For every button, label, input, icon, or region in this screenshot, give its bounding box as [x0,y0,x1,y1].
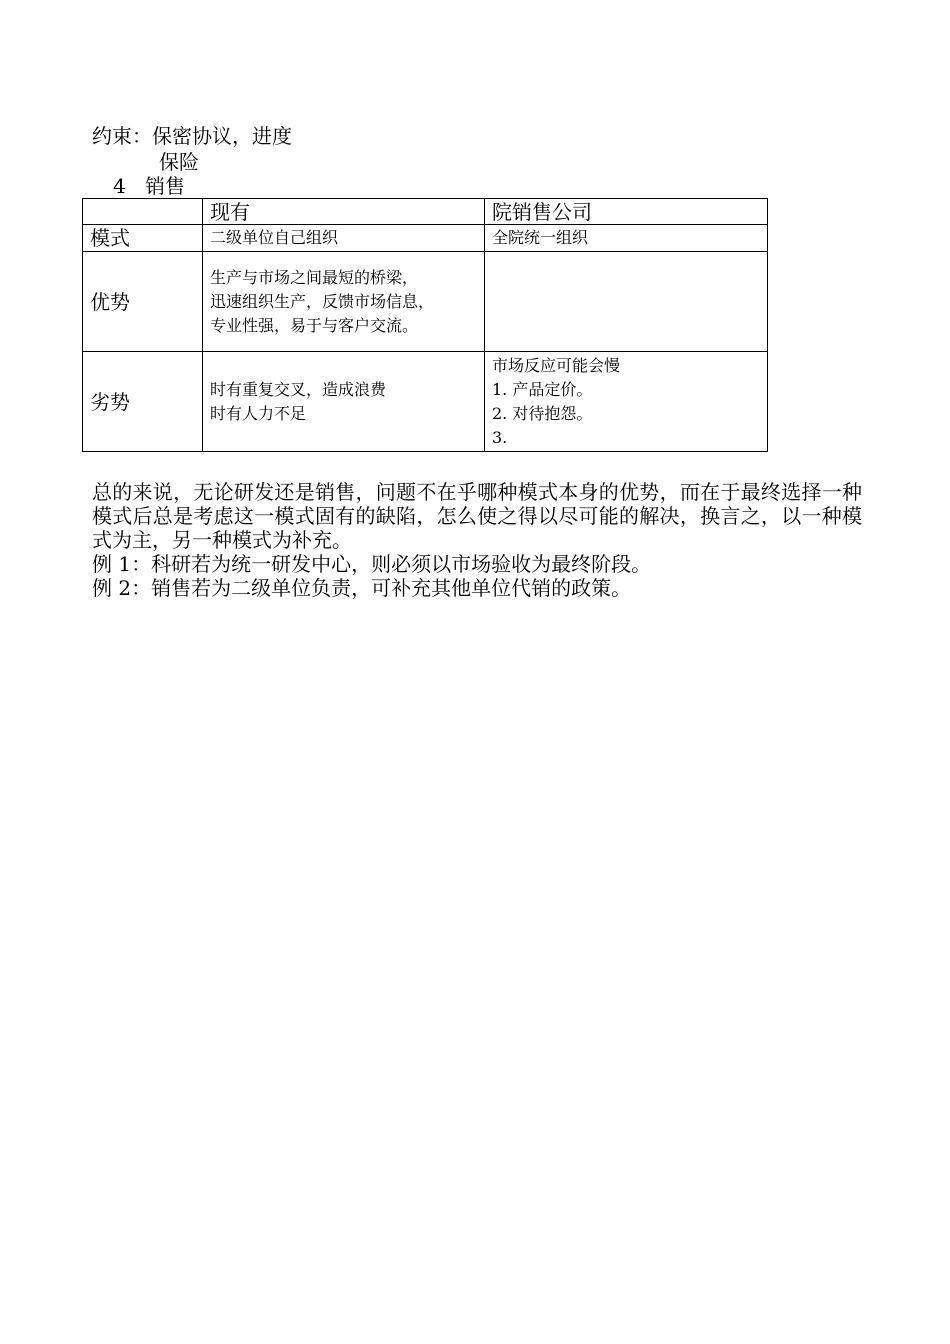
disadvantage-current [203,352,485,452]
advantage-current-line: 专业性强，易于与客户交流。 [210,315,419,335]
advantage-label: 优势 [83,252,203,352]
disadvantage-label: 劣势 [83,352,203,452]
mode-current: 二级单位自己组织 [203,225,485,252]
header-company: 院销售公司 [485,199,768,225]
constraint-continuation: 保险 [159,150,199,174]
disadvantage-company-line: 2. 对待抱怨。 [492,403,593,423]
table-row-mode [83,225,768,252]
disadvantage-company-line: 1. 产品定价。 [492,379,593,399]
table-row-disadvantage [83,352,768,452]
summary-section [92,480,862,600]
summary-paragraph: 总的来说，无论研发还是销售，问题不在乎哪种模式本身的优势，而在于最终选择一种模式后总是考虑这一模式固有的缺陷，怎么使之得以尽可能的解决，换言之，以一种模式为主，另一种模式为补充。 [92,480,862,552]
table-header-row [83,199,768,225]
header-empty-cell [83,199,203,225]
example-2: 例 2：销售若为二级单位负责，可补充其他单位代销的政策。 [92,576,632,600]
constraint-line: 约束：保密协议，进度 [92,124,292,148]
table-row-advantage [83,252,768,352]
disadvantage-current-line: 时有人力不足 [210,403,307,423]
advantage-current-line: 生产与市场之间最短的桥梁， [210,267,419,287]
mode-label: 模式 [83,225,203,252]
advantage-current-line: 迅速组织生产，反馈市场信息， [210,291,435,311]
header-current: 现有 [203,199,485,225]
section-number: 4 [113,174,126,198]
disadvantage-company-line: 市场反应可能会慢 [492,355,621,375]
advantage-current [203,252,485,352]
disadvantage-company [485,352,768,452]
example-1: 例 1：科研若为统一研发中心，则必须以市场验收为最终阶段。 [92,552,652,576]
comparison-table [82,198,768,452]
mode-company: 全院统一组织 [485,225,768,252]
disadvantage-current-line: 时有重复交叉，造成浪费 [210,379,387,399]
advantage-company [485,252,768,352]
section-heading [113,174,185,198]
disadvantage-company-line: 3. [492,427,508,447]
section-title: 销售 [145,174,185,198]
